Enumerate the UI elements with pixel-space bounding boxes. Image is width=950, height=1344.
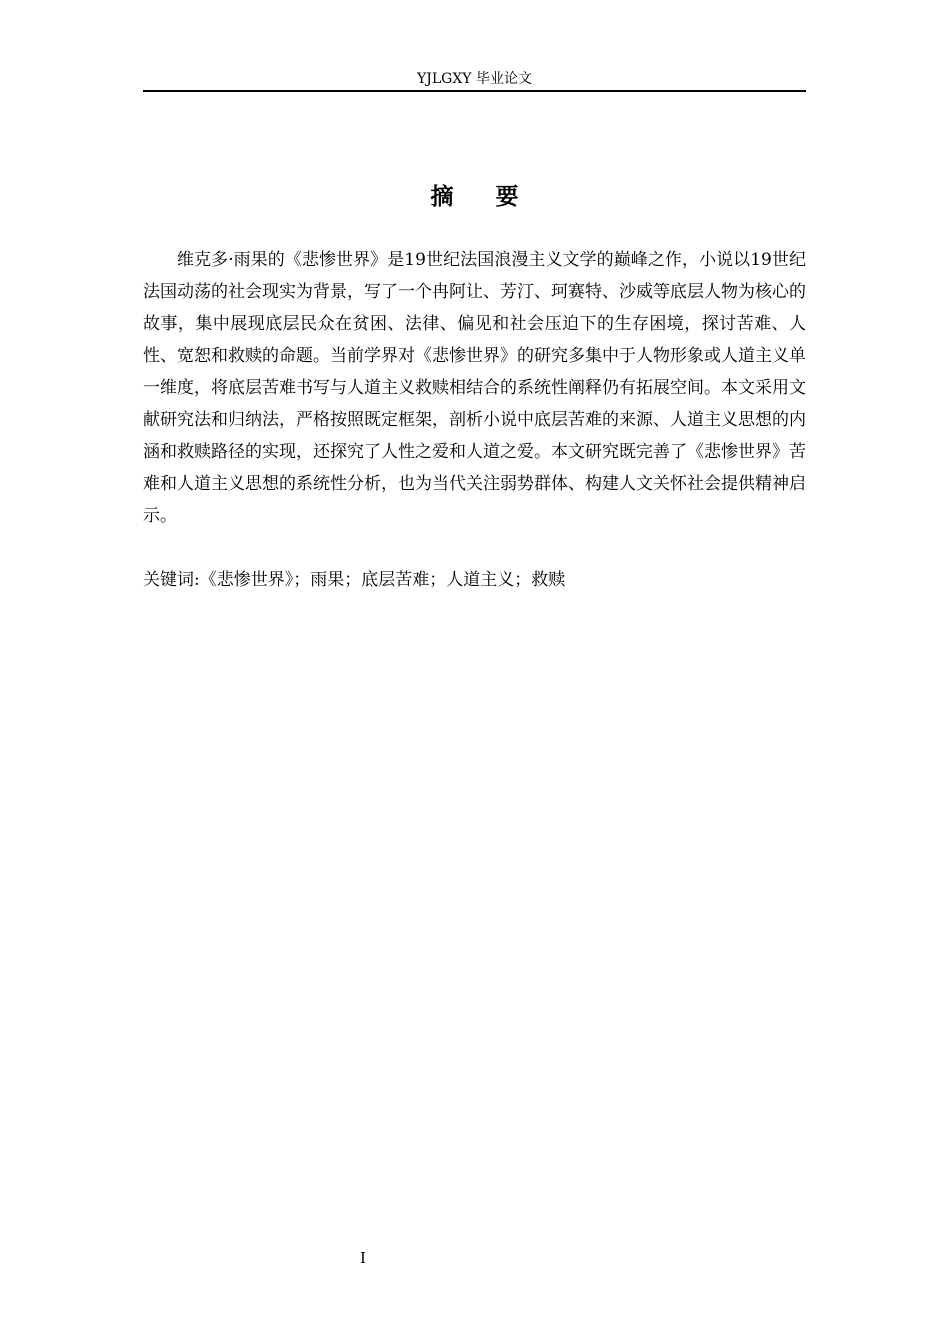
- page-header: [143, 68, 806, 92]
- header-title: YJLGXY 毕业论文: [417, 71, 532, 87]
- abstract-body: 维克多·雨果的《悲惨世界》是19世纪法国浪漫主义文学的巅峰之作，小说以19世纪法国动荡的社会现实为背景，写了一个冉阿让、芳汀、珂赛特、沙威等底层人物为核心的故事，集中展现底层民众在贫困、法律、偏见和社会压迫下的生存困境，探讨苦难、人性、宽恕和救赎的命题。当前学界对《悲惨世界》的研究多集中于人物形象或人道主义单一维度，将底层苦难书写与人道主义救赎相结合的系统性阐释仍有拓展空间。本文采用文献研究法和归纳法，严格按照既定框架，剖析小说中底层苦难的来源、人道主义思想的内涵和救赎路径的实现，还探究了人性之爱和人道之爱。本文研究既完善了《悲惨世界》苦难和人道主义思想的系统性分析，也为当代关注弱势群体、构建人文关怀社会提供精神启示。: [143, 250, 806, 526]
- keywords-value: 《悲惨世界》；雨果；底层苦难；人道主义；救赎: [199, 570, 566, 590]
- abstract-title: 摘要: [430, 184, 561, 210]
- page-number: I: [360, 1249, 366, 1267]
- keywords-separator: :: [194, 570, 200, 590]
- keywords-label: 关键词: [143, 570, 194, 590]
- keywords-line: [143, 565, 806, 595]
